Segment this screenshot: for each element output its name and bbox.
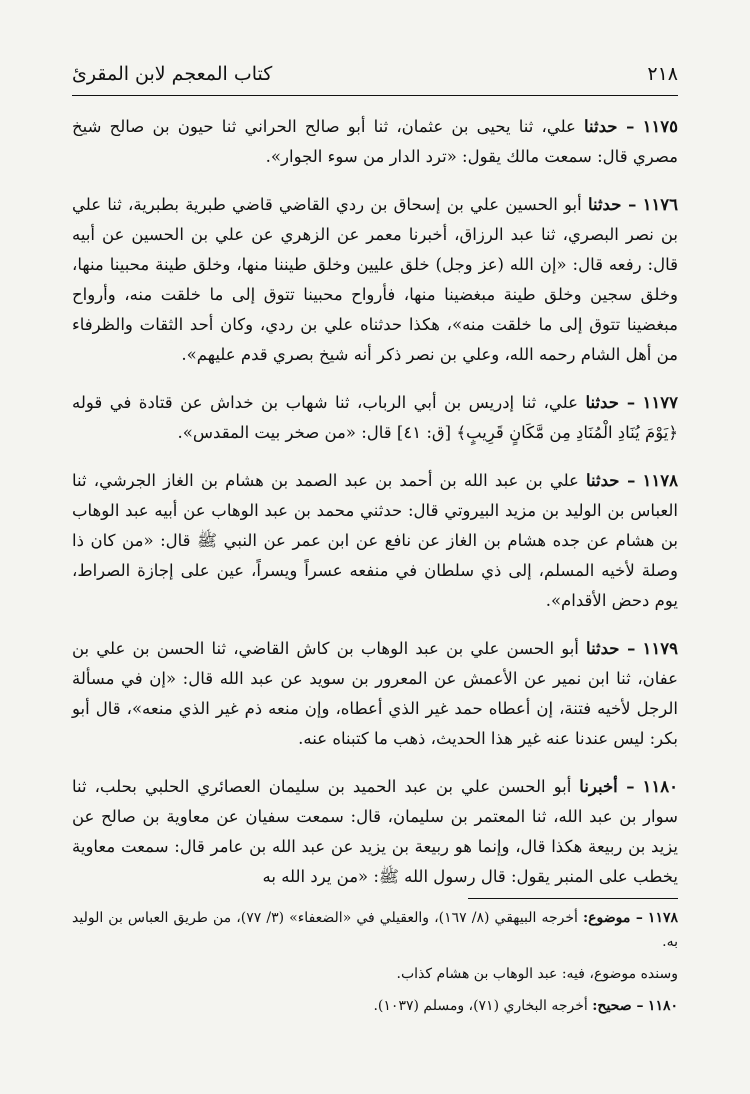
footnote-text: وسنده موضوع، فيه: عبد الوهاب بن هشام كذاب. <box>396 966 678 982</box>
hadith-entry: ١١٨٠ – أخبرنا أبو الحسن علي بن عبد الحميد بن سليمان العصائري الحلبي بحلب، ثنا سوار بن عبد الله، ثنا المعتمر بن سليمان، قال: سمعت سفيان عن معاوية بن صالح عن يزيد بن ربيعة هكذا قال، وإنما هو ربيعة بن يزيد عن عبد الله بن عامر قال: سمعت معاوية يخطب على المنبر يقول: قال رسول الله ﷺ: «من يرد الله به <box>72 777 678 886</box>
hadith-text: علي، ثنا يحيى بن عثمان، ثنا أبو صالح الحراني ثنا حيون بن صالح شيخ مصري قال: سمعت مالك يقول: «ترد الدار من سوء الجوار». <box>72 117 678 166</box>
hadith-entry: ١١٧٨ – حدثنا علي بن عبد الله بن أحمد بن عبد الصمد بن هشام بن الغاز الجرشي، ثنا العباس بن الوليد بن مزيد البيروتي قال: حدثني محمد بن عبد الوهاب عن أبيه عبد الوهاب بن هشام عن جده هشام بن الغاز عن نافع عن ابن عمر عن النبي ﷺ قال: «من كان ذا وصلة لأخيه المسلم، إلى ذي سلطان في منفعه عسراً ويسراً، عين على إجازة الصراط، يوم دحض الأقدام». <box>72 471 678 610</box>
hadith-number: ١١٧٥ <box>642 117 679 136</box>
hadith-text: علي، ثنا إدريس بن أبي الرباب، ثنا شهاب بن خداش عن قتادة في قوله ﴿يَوْمَ يُنَادِ الْمُنَادِ مِن مَّكَانٍ قَرِيبٍ﴾ [ق: ٤١] قال: «من صخر بيت المقدس». <box>72 393 678 442</box>
hadith-entry: ١١٧٦ – حدثنا أبو الحسين علي بن إسحاق بن ردي القاضي قاضي طبرية بطبرية، ثنا علي بن نصر البصري، ثنا عبد الرزاق، أخبرنا معمر عن الزهري عن علي بن الحسين عن أبيه قال: رفعه قال: «إن الله (عز وجل) خلق عليين وخلق طيننا منها، وخلق طينة محبينا منها، وخلق سجين وخلق طينة مبغضينا منها، فأرواح محبينا تتوق إلى ما خلقت منه، وأرواح مبغضينا تتوق إلى ما خلقت منه»، هكذا حدثناه علي بن ردي، وكان أحد الثقات والظرفاء من أهل الشام رحمه الله، وعلي بن نصر ذكر أنه شيخ بصري قدم عليهم». <box>72 195 679 364</box>
hadith-text: أبو الحسين علي بن إسحاق بن ردي القاضي قاضي طبرية بطبرية، ثنا علي بن نصر البصري، ثنا عبد الرزاق، أخبرنا معمر عن الزهري عن علي بن الحسين عن أبيه قال: رفعه قال: «إن الله (عز وجل) خلق عليين وخلق طيننا منها، وخلق طينة محبينا منها، وخلق سجين وخلق طينة مبغضينا منها، فأرواح محبينا تتوق إلى ما خلقت منه، وأرواح مبغضينا تتوق إلى ما خلقت منه»، هكذا حدثناه علي بن ردي، وكان أحد الثقات والظرفاء من أهل الشام رحمه الله، وعلي بن نصر ذكر أنه شيخ بصري قدم عليهم». <box>72 195 678 364</box>
page-number: ٢١٨ <box>647 63 678 85</box>
hadith-number: ١١٧٩ <box>642 639 678 658</box>
footnote: ١١٨٠ – صحيح: أخرجه البخاري (٧١)، ومسلم (١٠٣٧). <box>373 998 678 1014</box>
hadith-text: أبو الحسن علي بن عبد الوهاب بن كاش القاضي، ثنا الحسن بن علي بن عفان، ثنا ابن نمير عن الأعمش عن المعرور بن سويد عن عبد الله قال: «إن في مسألة الرجل لأخيه فتنة، إن أعطاه حمد غير الذي أعطاه، وإن منعه ذم غير الذي منعه»، قال أبو بكر: ليس عندنا عنه غير هذا الحديث، ذهب ما كتبناه عنه. <box>72 639 678 748</box>
hadith-lead: حدثنا <box>587 195 622 214</box>
hadith-entry: ١١٧٧ – حدثنا علي، ثنا إدريس بن أبي الرباب، ثنا شهاب بن خداش عن قتادة في قوله ﴿يَوْمَ يُنَادِ الْمُنَادِ مِن مَّكَانٍ قَرِيبٍ﴾ [ق: ٤١] قال: «من صخر بيت المقدس». <box>72 393 678 442</box>
footnote-grade: موضوع: <box>582 910 631 926</box>
book-title: كتاب المعجم لابن المقرئ <box>72 63 273 85</box>
hadith-number: ١١٧٦ <box>642 195 679 214</box>
hadith-number: ١١٧٧ <box>642 393 678 412</box>
footnote-text: أخرجه البيهقي (٨/ ١٦٧)، والعقيلي في «الضعفاء» (٣/ ٧٧)، من طريق العباس بن الوليد به. <box>72 910 678 950</box>
footnote-divider <box>468 898 678 899</box>
hadith-number: ١١٨٠ <box>642 777 678 796</box>
footnote-grade: صحيح: <box>592 998 632 1014</box>
hadith-text: أبو الحسن علي بن عبد الحميد بن سليمان العصائري الحلبي بحلب، ثنا سوار بن عبد الله، ثنا المعتمر بن سليمان، قال: سمعت سفيان عن معاوية بن صالح عن يزيد بن ربيعة هكذا قال، وإنما هو ربيعة بن يزيد عن عبد الله بن عامر قال: سمعت معاوية يخطب على المنبر يقول: قال رسول الله ﷺ: «من يرد الله به <box>72 777 678 886</box>
header-divider <box>72 95 678 96</box>
footnote-number: ١١٧٨ <box>647 910 678 926</box>
hadith-entry: ١١٧٩ – حدثنا أبو الحسن علي بن عبد الوهاب بن كاش القاضي، ثنا الحسن بن علي بن عفان، ثنا ابن نمير عن الأعمش عن المعرور بن سويد عن عبد الله قال: «إن في مسألة الرجل لأخيه فتنة، إن أعطاه حمد غير الذي أعطاه، وإن منعه ذم غير الذي منعه»، قال أبو بكر: ليس عندنا عنه غير هذا الحديث، ذهب ما كتبناه عنه. <box>72 639 678 748</box>
hadith-text: علي بن عبد الله بن أحمد بن عبد الصمد بن هشام بن الغاز الجرشي، ثنا العباس بن الوليد بن مزيد البيروتي قال: حدثني محمد بن عبد الوهاب عن أبيه عبد الوهاب بن هشام عن جده هشام بن الغاز عن نافع عن ابن عمر عن النبي ﷺ قال: «من كان ذا وصلة لأخيه المسلم، إلى ذي سلطان في منفعه عسراً ويسراً، عين على إجازة الصراط، يوم دحض الأقدام». <box>72 471 678 610</box>
footnote: ١١٧٨ – موضوع: أخرجه البيهقي (٨/ ١٦٧)، والعقيلي في «الضعفاء» (٣/ ٧٧)، من طريق العباس بن الوليد به. <box>72 910 678 950</box>
hadith-lead: أخبرنا <box>579 777 618 796</box>
page-header <box>72 58 678 90</box>
main-text <box>72 112 678 910</box>
hadith-lead: حدثنا <box>585 393 619 412</box>
footnotes <box>72 906 678 1026</box>
footnote <box>72 962 678 986</box>
hadith-lead: حدثنا <box>586 471 620 490</box>
hadith-lead: حدثنا <box>586 639 620 658</box>
footnote-text: أخرجه البخاري (٧١)، ومسلم (١٠٣٧). <box>373 998 588 1014</box>
hadith-entry: ١١٧٥ – حدثنا علي، ثنا يحيى بن عثمان، ثنا أبو صالح الحراني ثنا حيون بن صالح شيخ مصري قال: سمعت مالك يقول: «ترد الدار من سوء الجوار». <box>72 117 679 166</box>
hadith-lead: حدثنا <box>584 117 618 136</box>
footnote-number: ١١٨٠ <box>647 998 678 1014</box>
hadith-number: ١١٧٨ <box>642 471 678 490</box>
